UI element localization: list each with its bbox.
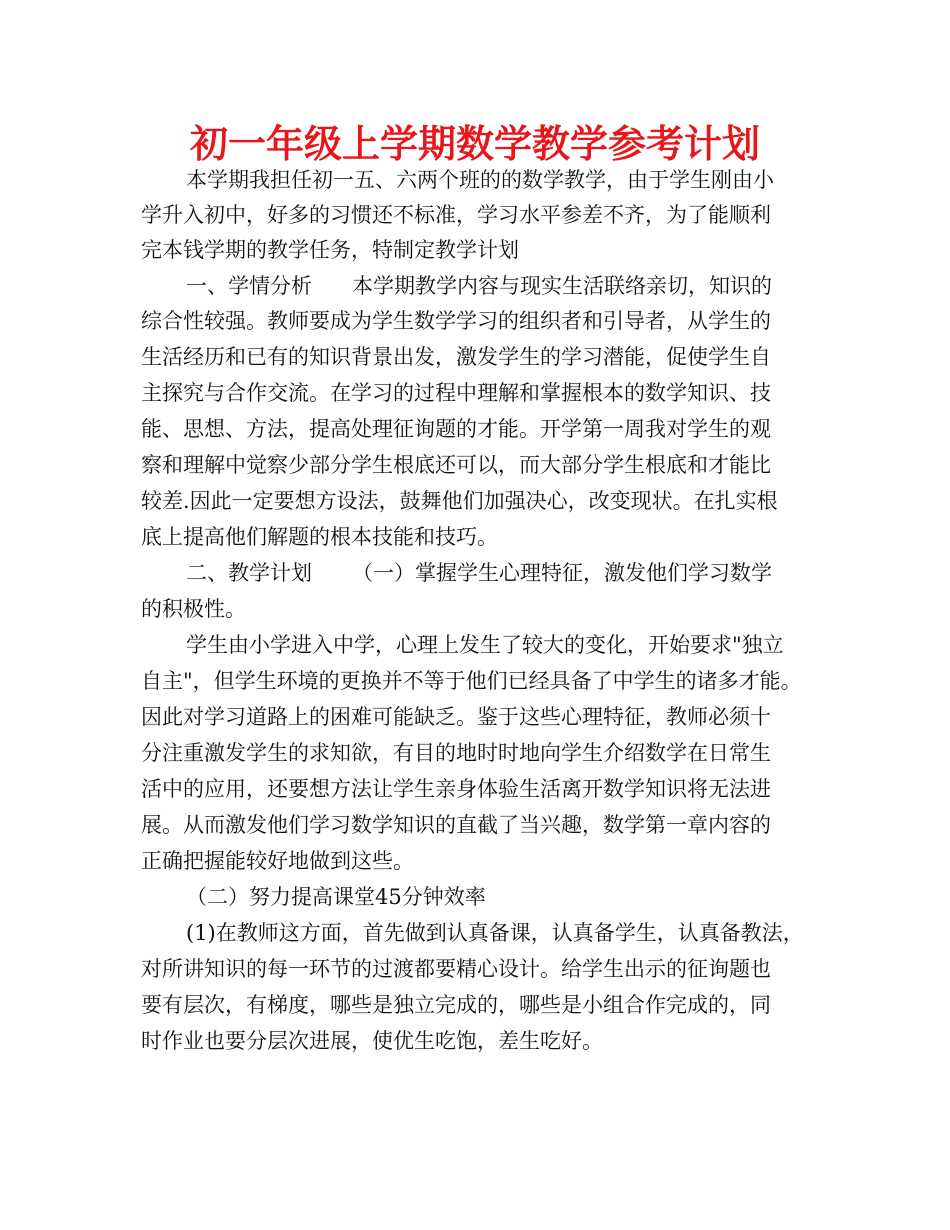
text-line: 较差.因此一定要想方设法，鼓舞他们加强决心，改变现状。在扎实根 — [141, 489, 778, 513]
text-line: 的积极性。 — [141, 597, 246, 621]
text-line: 展。从而激发他们学习数学知识的直截了当兴趣，数学第一章内容的 — [141, 813, 771, 837]
text-line: 主探究与合作交流。在学习的过程中理解和掌握根本的数学知识、技 — [141, 381, 771, 405]
text-line: 能、思想、方法，提高处理征询题的才能。开学第一周我对学生的观 — [141, 417, 771, 441]
text-line: 时作业也要分层次进展，使优生吃饱，差生吃好。 — [141, 1029, 603, 1053]
text-line: 本学期我担任初一五、六两个班的的数学教学，由于学生刚由小 — [186, 168, 774, 192]
text-line: 二、教学计划 （一）掌握学生心理特征，激发他们学习数学 — [186, 561, 773, 585]
text-line: 分注重激发学生的求知欲，有目的地时时地向学生介绍数学在日常生 — [141, 741, 771, 765]
text-line: 综合性较强。教师要成为学生数学学习的组织者和引导者，从学生的 — [141, 309, 771, 333]
text-line: 一、学情分析 本学期教学内容与现实生活联络亲切，知识的 — [186, 274, 773, 298]
text-line: 因此对学习道路上的困难可能缺乏。鉴于这些心理特征，教师必须十 — [141, 705, 771, 729]
text-line: 完本钱学期的教学任务，特制定教学计划 — [141, 238, 519, 262]
text-line: 生活经历和已有的知识背景出发，激发学生的学习潜能，促使学生自 — [141, 345, 771, 369]
document-title: 初一年级上学期数学教学参考计划 — [189, 122, 760, 166]
text-line: 要有层次，有梯度，哪些是独立完成的，哪些是小组合作完成的，同 — [141, 993, 771, 1017]
text-line: 学升入初中，好多的习惯还不标准，学习水平参差不齐，为了能顺利 — [141, 203, 771, 227]
text-line: (1)在教师这方面，首先做到认真备课，认真备学生，认真备教法， — [186, 921, 804, 945]
text-line: 察和理解中觉察少部分学生根底还可以，而大部分学生根底和才能比 — [141, 453, 771, 477]
text-line: 自主"，但学生环境的更换并不等于他们已经具备了中学生的诸多才能。 — [141, 669, 802, 693]
text-line: （二）努力提高课堂45分钟效率 — [186, 885, 486, 909]
text-line: 学生由小学进入中学，心理上发生了较大的变化，开始要求"独立 — [186, 633, 784, 657]
text-line: 对所讲知识的每一环节的过渡都要精心设计。给学生出示的征询题也 — [141, 957, 771, 981]
text-line: 活中的应用，还要想方法让学生亲身体验生活离开数学知识将无法进 — [141, 777, 771, 801]
text-line: 底上提高他们解题的根本技能和技巧。 — [141, 525, 498, 549]
text-line: 正确把握能较好地做到这些。 — [141, 849, 414, 873]
